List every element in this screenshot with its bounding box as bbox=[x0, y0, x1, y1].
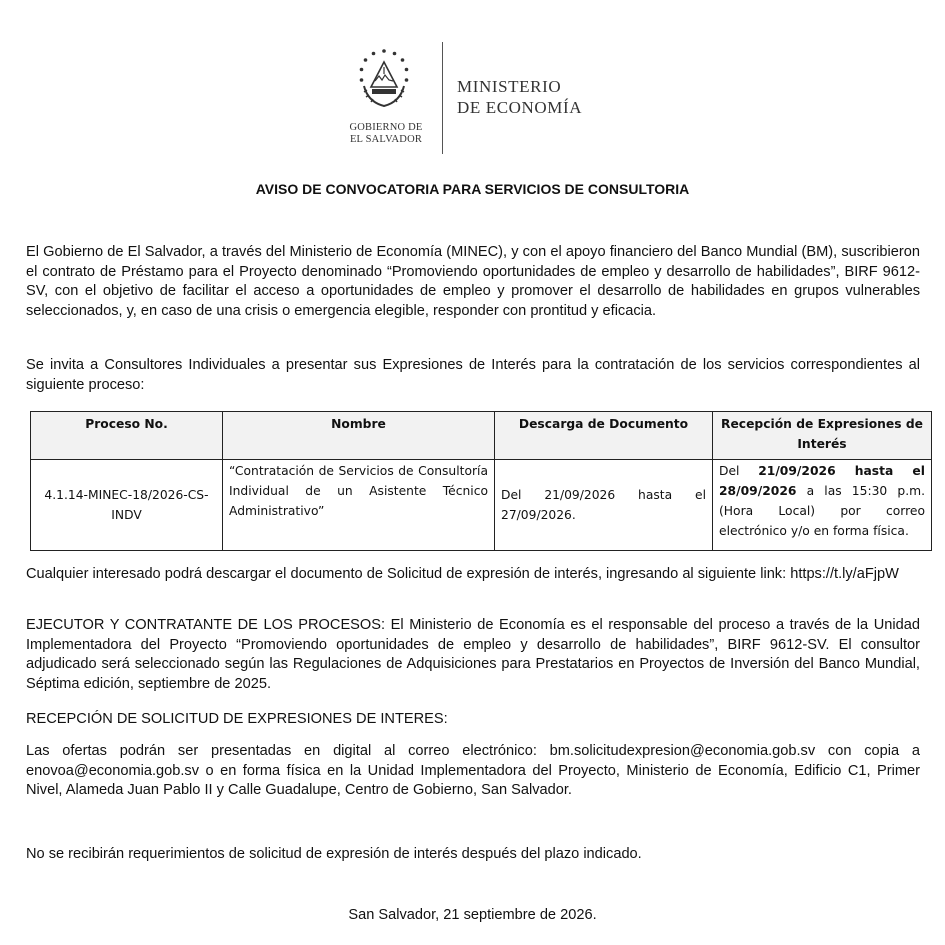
recepcion-suffix: a las 15:30 p.m. (Hora Local) por correo electrónico y/o en forma física. bbox=[719, 484, 925, 538]
header-nombre: Nombre bbox=[223, 412, 495, 460]
deadline-paragraph: No se recibirán requerimientos de solicitud de expresión de interés después del plazo indicado. bbox=[26, 846, 642, 862]
download-paragraph: Cualquier interesado podrá descargar el documento de Solicitud de expresión de interés, ingresando al siguiente link: https://t.ly/aFjpW bbox=[26, 566, 899, 582]
header-proceso: Proceso No. bbox=[31, 412, 223, 460]
document-title: AVISO DE CONVOCATORIA PARA SERVICIOS DE CONSULTORIA bbox=[255, 181, 690, 197]
recepcion-prefix: Del bbox=[719, 464, 759, 478]
table-header-row bbox=[31, 412, 932, 460]
government-name bbox=[340, 122, 432, 146]
recepcion-dates: 21/09/2026 hasta el 28/09/2026 bbox=[719, 464, 925, 498]
header-recepcion: Recepción de Expresiones de Interés bbox=[713, 412, 932, 460]
cell-descarga: Del 21/09/2026 hasta el 27/09/2026. bbox=[495, 460, 713, 551]
intro-paragraph: El Gobierno de El Salvador, a través del Ministerio de Economía (MINEC), y con el apoyo financiero del Banco Mundial (BM), suscribieron el contrato de Préstamo para el Proyecto denominado “Promoviendo oportunidades de empleo y desarrollo de habilidades”, BIRF 9612-SV, con el objetivo de facilitar el acceso a oportunidades de empleo y promover el desarrollo de habilidades en grupos vulnerables seleccionados, y, en caso de una crisis o emergencia elegible, responder con prontitud y eficacia. bbox=[26, 244, 920, 319]
invite-paragraph: Se invita a Consultores Individuales a presentar sus Expresiones de Interés para la contratación de los servicios correspondientes al siguiente proceso: bbox=[26, 357, 920, 393]
process-table bbox=[30, 411, 932, 551]
reception-heading: RECEPCIÓN DE SOLICITUD DE EXPRESIONES DE INTERES: bbox=[26, 711, 448, 727]
coat-of-arms-icon bbox=[350, 46, 418, 114]
closing-date-line: San Salvador, 21 septiembre de 2026. bbox=[348, 907, 597, 923]
executor-paragraph: EJECUTOR Y CONTRATANTE DE LOS PROCESOS: El Ministerio de Economía es el responsable del proceso a través de la Unidad Implementadora del Proyecto “Promoviendo oportunidades de empleo y desarrollo de habilidades”, BIRF 9612-SV. El consultor adjudicado será seleccionado según las Regulaciones de Adquisiciones para Prestatarios en Proyectos de Inversión del Banco Mundial, Séptima edición, septiembre de 2025. bbox=[26, 617, 920, 692]
letterhead bbox=[340, 40, 640, 158]
header-divider bbox=[442, 42, 443, 154]
offers-paragraph: Las ofertas podrán ser presentadas en digital al correo electrónico: bm.solicitudexpresion@economia.gob.sv con copia a enovoa@economia.gob.sv o en forma física en la Unidad Implementadora del Proyecto, Ministerio de Economía, Edificio C1, Primer Nivel, Alameda Juan Pablo II y Calle Guadalupe, Centro de Gobierno, San Salvador. bbox=[26, 743, 920, 798]
ministry-name-line2: DE ECONOMÍA bbox=[457, 98, 583, 117]
ministry-name-line1: MINISTERIO bbox=[457, 77, 562, 96]
header-descarga: Descarga de Documento bbox=[495, 412, 713, 460]
cell-nombre: “Contratación de Servicios de Consultoría Individual de un Asistente Técnico Administrativo” bbox=[223, 460, 495, 551]
cell-proceso: 4.1.14-MINEC-18/2026-CS-INDV bbox=[31, 460, 223, 551]
table-row bbox=[31, 460, 932, 551]
cell-recepcion bbox=[713, 460, 932, 551]
gov-name-line1: GOBIERNO DE bbox=[349, 122, 423, 133]
gov-name-line2: EL SALVADOR bbox=[349, 134, 423, 145]
ministry-name bbox=[457, 76, 582, 118]
